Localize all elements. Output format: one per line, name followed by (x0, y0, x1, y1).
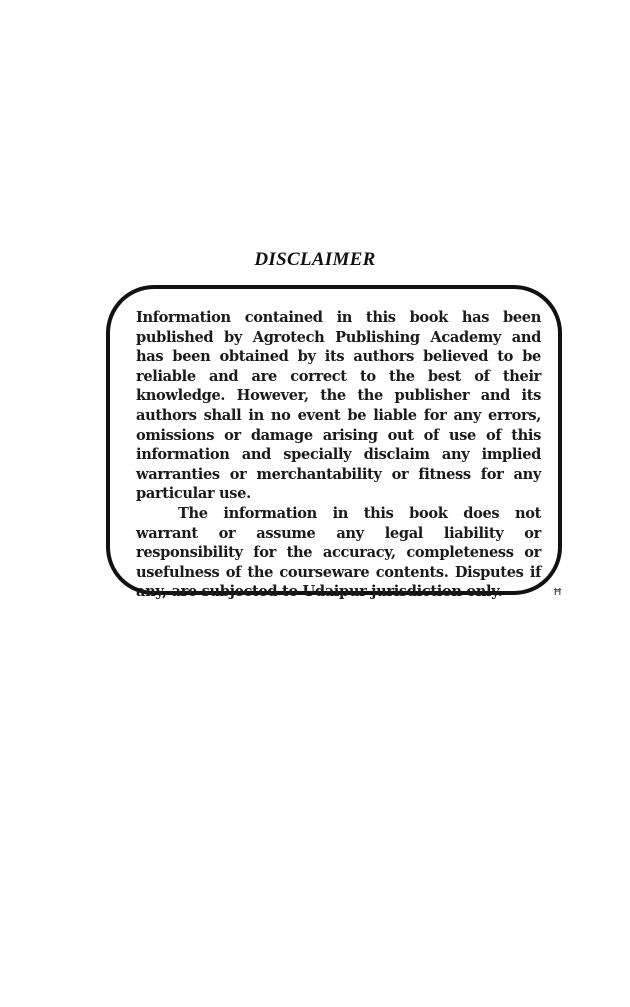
scan-artifact-mark: Ħ (553, 587, 563, 598)
disclaimer-paragraph-2: The information in this book does not warrant or assume any legal liability or responsibility for the accuracy, completeness or usefulness of the courseware contents. Disputes if any, are subjected to Udaipur jurisdiction only. (136, 504, 541, 601)
page-title: DISCLAIMER (254, 249, 376, 270)
disclaimer-text (136, 308, 541, 602)
disclaimer-paragraph-1: Information contained in this book has been published by Agrotech Publishing Academy and has been obtained by its authors believed to be reliable and are correct to the best of their knowledge. However, the the publisher and its authors shall in no event be liable for any errors, omissions or damage arising out of use of this information and specially disclaim any implied warranties or merchantability or fitness for any particular use. (136, 309, 541, 503)
